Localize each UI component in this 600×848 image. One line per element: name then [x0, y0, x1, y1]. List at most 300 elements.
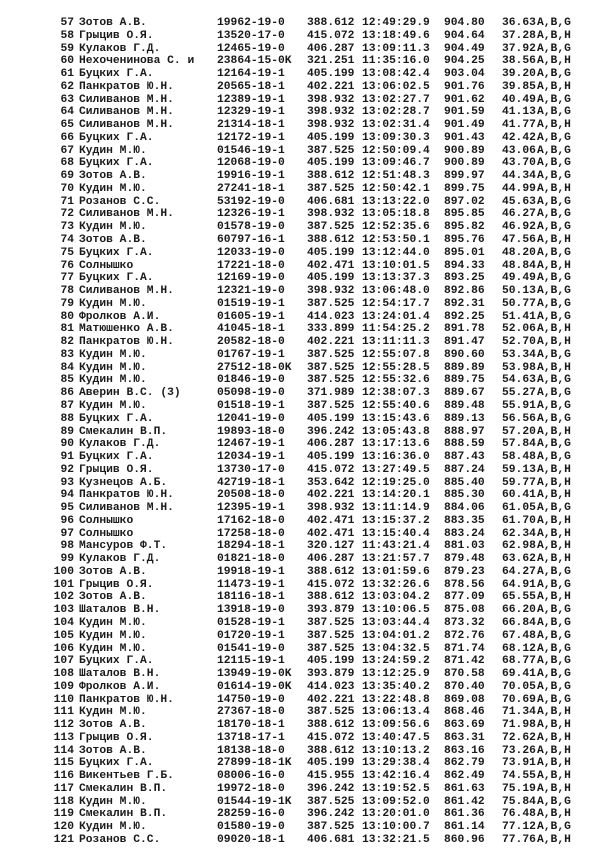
- place-cell: 118: [53, 795, 74, 808]
- table-row: [0, 757, 600, 770]
- arrival-time-cell: 12:55:28.5: [362, 361, 430, 374]
- percent-cell: 76.48: [502, 808, 536, 821]
- place-cell: 99: [60, 553, 74, 566]
- name-cell: Нехоченинова С. и: [79, 55, 195, 68]
- percent-cell: 59.77: [502, 476, 536, 489]
- arrival-time-cell: 12:51:48.3: [362, 170, 430, 183]
- speed-cell: 889.89: [444, 361, 485, 374]
- table-row: [0, 234, 600, 247]
- speed-cell: 893.25: [444, 272, 485, 285]
- percent-cell: 46.92: [502, 221, 536, 234]
- table-row: [0, 477, 600, 490]
- ring-id-cell: 19893-18-0: [217, 425, 285, 438]
- table-row: [0, 221, 600, 234]
- arrival-time-cell: 13:02:28.7: [362, 106, 430, 119]
- speed-cell: 890.60: [444, 348, 485, 361]
- table-row: [0, 681, 600, 694]
- arrival-time-cell: 13:13:22.0: [362, 195, 430, 208]
- speed-cell: 872.76: [444, 629, 485, 642]
- table-row: [0, 132, 600, 145]
- name-cell: Кудин М.Ю.: [79, 821, 147, 834]
- place-cell: 105: [53, 629, 74, 642]
- arrival-time-cell: 13:10:13.2: [362, 744, 430, 757]
- distance-cell: 387.525: [307, 629, 355, 642]
- ring-id-cell: 01544-19-1K: [217, 795, 292, 808]
- ring-id-cell: 20582-18-0: [217, 336, 285, 349]
- distance-cell: 388.612: [307, 719, 355, 732]
- ring-id-cell: 13918-19-0: [217, 604, 285, 617]
- arrival-time-cell: 13:13:37.3: [362, 272, 430, 285]
- percent-cell: 48.20: [502, 246, 536, 259]
- place-cell: 70: [60, 182, 74, 195]
- table-row: [0, 617, 600, 630]
- speed-cell: 861.14: [444, 821, 485, 834]
- distance-cell: 406.681: [307, 195, 355, 208]
- name-cell: Розанов С.С.: [79, 834, 161, 846]
- arrival-time-cell: 13:11:14.9: [362, 502, 430, 515]
- arrival-time-cell: 13:27:49.5: [362, 463, 430, 476]
- place-cell: 69: [60, 170, 74, 183]
- name-cell: Шаталов В.Н.: [79, 604, 161, 617]
- table-row: [0, 502, 600, 515]
- classes-cell: A,B,H: [537, 489, 571, 502]
- distance-cell: 393.879: [307, 604, 355, 617]
- table-row: [0, 694, 600, 707]
- classes-cell: A,B,G: [537, 451, 571, 464]
- classes-cell: A,B,H: [537, 323, 571, 336]
- percent-cell: 55.91: [502, 399, 536, 412]
- name-cell: Кудин М.Ю.: [79, 182, 147, 195]
- distance-cell: 405.199: [307, 68, 355, 81]
- classes-cell: A,B,G: [537, 795, 571, 808]
- classes-cell: A,B,G: [537, 157, 571, 170]
- distance-cell: 387.525: [307, 144, 355, 157]
- place-cell: 101: [53, 578, 74, 591]
- speed-cell: 883.24: [444, 527, 485, 540]
- distance-cell: 415.955: [307, 770, 355, 783]
- place-cell: 71: [60, 195, 74, 208]
- classes-cell: A,B,H: [537, 29, 571, 42]
- name-cell: Кудин М.Ю.: [79, 374, 147, 387]
- percent-cell: 66.84: [502, 616, 536, 629]
- arrival-time-cell: 13:06:48.0: [362, 285, 430, 298]
- percent-cell: 38.56: [502, 55, 536, 68]
- percent-cell: 48.84: [502, 259, 536, 272]
- speed-cell: 875.08: [444, 604, 485, 617]
- place-cell: 119: [53, 808, 74, 821]
- table-row: [0, 540, 600, 553]
- distance-cell: 387.525: [307, 795, 355, 808]
- table-row: [0, 591, 600, 604]
- arrival-time-cell: 13:01:59.6: [362, 565, 430, 578]
- percent-cell: 52.70: [502, 336, 536, 349]
- ring-id-cell: 42719-18-1: [217, 476, 285, 489]
- percent-cell: 54.63: [502, 374, 536, 387]
- table-row: [0, 208, 600, 221]
- arrival-time-cell: 13:21:57.7: [362, 553, 430, 566]
- ring-id-cell: 12115-19-1: [217, 655, 285, 668]
- table-row: [0, 272, 600, 285]
- name-cell: Силиванов М.Н.: [79, 285, 174, 298]
- ring-id-cell: 01528-19-1: [217, 616, 285, 629]
- place-cell: 111: [53, 706, 74, 719]
- classes-cell: A,B,H: [537, 744, 571, 757]
- ring-id-cell: 18294-18-1: [217, 540, 285, 553]
- classes-cell: A,B,H: [537, 361, 571, 374]
- classes-cell: A,B,H: [537, 834, 571, 846]
- classes-cell: A,B,H: [537, 527, 571, 540]
- distance-cell: 405.199: [307, 246, 355, 259]
- distance-cell: 405.199: [307, 131, 355, 144]
- table-row: [0, 643, 600, 656]
- table-row: [0, 668, 600, 681]
- percent-cell: 61.05: [502, 502, 536, 515]
- speed-cell: 903.04: [444, 68, 485, 81]
- place-cell: 78: [60, 285, 74, 298]
- classes-cell: A,B,H: [537, 719, 571, 732]
- arrival-time-cell: 13:05:43.8: [362, 425, 430, 438]
- distance-cell: 398.932: [307, 502, 355, 515]
- ring-id-cell: 17258-18-0: [217, 527, 285, 540]
- table-row: [0, 553, 600, 566]
- place-cell: 91: [60, 451, 74, 464]
- arrival-time-cell: 13:10:06.5: [362, 604, 430, 617]
- distance-cell: 402.471: [307, 259, 355, 272]
- speed-cell: 861.63: [444, 782, 485, 795]
- arrival-time-cell: 13:15:43.6: [362, 412, 430, 425]
- speed-cell: 901.76: [444, 80, 485, 93]
- speed-cell: 901.43: [444, 131, 485, 144]
- table-row: [0, 489, 600, 502]
- place-cell: 66: [60, 131, 74, 144]
- distance-cell: 387.525: [307, 399, 355, 412]
- classes-cell: A,B,G: [537, 374, 571, 387]
- arrival-time-cell: 12:53:50.1: [362, 234, 430, 247]
- percent-cell: 41.13: [502, 106, 536, 119]
- table-row: [0, 119, 600, 132]
- ring-id-cell: 01614-19-0K: [217, 680, 292, 693]
- table-row: [0, 451, 600, 464]
- place-cell: 87: [60, 399, 74, 412]
- ring-id-cell: 20508-18-0: [217, 489, 285, 502]
- place-cell: 100: [53, 565, 74, 578]
- speed-cell: 888.97: [444, 425, 485, 438]
- ring-id-cell: 18170-18-1: [217, 719, 285, 732]
- table-row: [0, 311, 600, 324]
- arrival-time-cell: 12:50:42.1: [362, 182, 430, 195]
- ring-id-cell: 01821-18-0: [217, 553, 285, 566]
- ring-id-cell: 01546-19-1: [217, 144, 285, 157]
- classes-cell: A,B,H: [537, 80, 571, 93]
- distance-cell: 396.242: [307, 425, 355, 438]
- arrival-time-cell: 13:32:26.6: [362, 578, 430, 591]
- classes-cell: A,B,G: [537, 221, 571, 234]
- classes-cell: A,B,H: [537, 553, 571, 566]
- arrival-time-cell: 12:55:07.8: [362, 348, 430, 361]
- place-cell: 62: [60, 80, 74, 93]
- table-row: [0, 374, 600, 387]
- arrival-time-cell: 13:06:02.5: [362, 80, 430, 93]
- name-cell: Панкратов Ю.Н.: [79, 693, 174, 706]
- percent-cell: 37.28: [502, 29, 536, 42]
- name-cell: Смекалин В.П.: [79, 782, 168, 795]
- table-row: [0, 834, 600, 847]
- percent-cell: 45.63: [502, 195, 536, 208]
- table-row: [0, 426, 600, 439]
- speed-cell: 870.58: [444, 668, 485, 681]
- arrival-time-cell: 13:03:04.2: [362, 591, 430, 604]
- name-cell: Силиванов М.Н.: [79, 106, 174, 119]
- place-cell: 121: [53, 834, 74, 846]
- arrival-time-cell: 13:24:59.2: [362, 655, 430, 668]
- classes-cell: A,B,G: [537, 195, 571, 208]
- percent-cell: 44.34: [502, 170, 536, 183]
- classes-cell: A,B,G: [537, 616, 571, 629]
- place-cell: 85: [60, 374, 74, 387]
- ring-id-cell: 21314-18-1: [217, 119, 285, 132]
- speed-cell: 888.59: [444, 438, 485, 451]
- arrival-time-cell: 13:15:37.2: [362, 514, 430, 527]
- percent-cell: 50.13: [502, 285, 536, 298]
- ring-id-cell: 23864-15-0K: [217, 55, 292, 68]
- place-cell: 76: [60, 259, 74, 272]
- arrival-time-cell: 13:12:25.9: [362, 668, 430, 681]
- percent-cell: 71.98: [502, 719, 536, 732]
- results-table: [0, 17, 600, 847]
- distance-cell: 320.127: [307, 540, 355, 553]
- ring-id-cell: 12389-19-1: [217, 93, 285, 106]
- speed-cell: 861.42: [444, 795, 485, 808]
- name-cell: Смекалин В.П.: [79, 808, 168, 821]
- name-cell: Кудин М.Ю.: [79, 795, 147, 808]
- speed-cell: 901.49: [444, 119, 485, 132]
- name-cell: Буцких Г.А.: [79, 272, 154, 285]
- speed-cell: 862.79: [444, 757, 485, 770]
- place-cell: 104: [53, 616, 74, 629]
- distance-cell: 387.525: [307, 348, 355, 361]
- ring-id-cell: 14750-19-0: [217, 693, 285, 706]
- classes-cell: A,B,G: [537, 629, 571, 642]
- name-cell: Силиванов М.Н.: [79, 502, 174, 515]
- speed-cell: 901.62: [444, 93, 485, 106]
- ring-id-cell: 27241-18-1: [217, 182, 285, 195]
- table-row: [0, 196, 600, 209]
- name-cell: Кудин М.Ю.: [79, 221, 147, 234]
- table-row: [0, 719, 600, 732]
- place-cell: 92: [60, 463, 74, 476]
- arrival-time-cell: 12:50:09.4: [362, 144, 430, 157]
- percent-cell: 73.91: [502, 757, 536, 770]
- ring-id-cell: 12465-19-0: [217, 42, 285, 55]
- percent-cell: 71.34: [502, 706, 536, 719]
- name-cell: Кудин М.Ю.: [79, 616, 147, 629]
- percent-cell: 56.56: [502, 412, 536, 425]
- place-cell: 72: [60, 208, 74, 221]
- table-row: [0, 783, 600, 796]
- distance-cell: 406.287: [307, 438, 355, 451]
- classes-cell: A,B,G: [537, 106, 571, 119]
- classes-cell: A,B,H: [537, 55, 571, 68]
- distance-cell: 388.612: [307, 744, 355, 757]
- name-cell: Зотов А.В.: [79, 17, 147, 29]
- table-row: [0, 400, 600, 413]
- distance-cell: 402.221: [307, 693, 355, 706]
- classes-cell: A,B,G: [537, 170, 571, 183]
- classes-cell: A,B,G: [537, 131, 571, 144]
- place-cell: 115: [53, 757, 74, 770]
- name-cell: Силиванов М.Н.: [79, 119, 174, 132]
- place-cell: 83: [60, 348, 74, 361]
- distance-cell: 398.932: [307, 208, 355, 221]
- classes-cell: A,B,G: [537, 348, 571, 361]
- ring-id-cell: 13949-19-0K: [217, 668, 292, 681]
- speed-cell: 900.89: [444, 157, 485, 170]
- ring-id-cell: 13520-17-0: [217, 29, 285, 42]
- ring-id-cell: 01578-19-0: [217, 221, 285, 234]
- ring-id-cell: 28259-16-0: [217, 808, 285, 821]
- name-cell: Зотов А.В.: [79, 591, 147, 604]
- place-cell: 116: [53, 770, 74, 783]
- percent-cell: 43.70: [502, 157, 536, 170]
- distance-cell: 415.072: [307, 731, 355, 744]
- distance-cell: 396.242: [307, 782, 355, 795]
- speed-cell: 861.36: [444, 808, 485, 821]
- name-cell: Солнышко: [79, 259, 134, 272]
- arrival-time-cell: 13:03:44.4: [362, 616, 430, 629]
- distance-cell: 388.612: [307, 565, 355, 578]
- name-cell: Кудин М.Ю.: [79, 629, 147, 642]
- distance-cell: 405.199: [307, 412, 355, 425]
- place-cell: 60: [60, 55, 74, 68]
- classes-cell: A,B,G: [537, 680, 571, 693]
- percent-cell: 39.85: [502, 80, 536, 93]
- place-cell: 88: [60, 412, 74, 425]
- classes-cell: A,B,G: [537, 655, 571, 668]
- ring-id-cell: 01720-19-1: [217, 629, 285, 642]
- name-cell: Кудин М.Ю.: [79, 642, 147, 655]
- distance-cell: 387.525: [307, 706, 355, 719]
- place-cell: 59: [60, 42, 74, 55]
- name-cell: Буцких Г.А.: [79, 68, 154, 81]
- name-cell: Кудин М.Ю.: [79, 348, 147, 361]
- classes-cell: A,B,G: [537, 208, 571, 221]
- place-cell: 97: [60, 527, 74, 540]
- arrival-time-cell: 13:11:11.3: [362, 336, 430, 349]
- speed-cell: 895.01: [444, 246, 485, 259]
- classes-cell: A,B,H: [537, 770, 571, 783]
- percent-cell: 61.70: [502, 514, 536, 527]
- classes-cell: A,B,G: [537, 821, 571, 834]
- distance-cell: 387.525: [307, 616, 355, 629]
- place-cell: 110: [53, 693, 74, 706]
- speed-cell: 889.13: [444, 412, 485, 425]
- distance-cell: 405.199: [307, 655, 355, 668]
- ring-id-cell: 12326-19-1: [217, 208, 285, 221]
- percent-cell: 36.63: [502, 17, 536, 29]
- percent-cell: 66.20: [502, 604, 536, 617]
- classes-cell: A,B,H: [537, 336, 571, 349]
- distance-cell: 388.612: [307, 234, 355, 247]
- arrival-time-cell: 13:09:52.0: [362, 795, 430, 808]
- speed-cell: 892.31: [444, 297, 485, 310]
- ring-id-cell: 17162-18-0: [217, 514, 285, 527]
- name-cell: Розанов С.С.: [79, 195, 161, 208]
- speed-cell: 892.25: [444, 310, 485, 323]
- percent-cell: 51.41: [502, 310, 536, 323]
- distance-cell: 387.525: [307, 642, 355, 655]
- place-cell: 96: [60, 514, 74, 527]
- percent-cell: 58.48: [502, 451, 536, 464]
- distance-cell: 406.287: [307, 553, 355, 566]
- speed-cell: 884.06: [444, 502, 485, 515]
- arrival-time-cell: 13:20:01.0: [362, 808, 430, 821]
- arrival-time-cell: 13:10:01.5: [362, 259, 430, 272]
- ring-id-cell: 09020-18-1: [217, 834, 285, 846]
- speed-cell: 892.86: [444, 285, 485, 298]
- speed-cell: 901.59: [444, 106, 485, 119]
- table-row: [0, 515, 600, 528]
- table-row: [0, 336, 600, 349]
- distance-cell: 387.525: [307, 221, 355, 234]
- classes-cell: A,B,H: [537, 757, 571, 770]
- name-cell: Панкратов Ю.Н.: [79, 336, 174, 349]
- speed-cell: 885.30: [444, 489, 485, 502]
- place-cell: 95: [60, 502, 74, 515]
- ring-id-cell: 12172-19-1: [217, 131, 285, 144]
- percent-cell: 70.05: [502, 680, 536, 693]
- percent-cell: 72.62: [502, 731, 536, 744]
- table-row: [0, 732, 600, 745]
- speed-cell: 869.08: [444, 693, 485, 706]
- percent-cell: 69.41: [502, 668, 536, 681]
- classes-cell: A,B,G: [537, 272, 571, 285]
- name-cell: Силиванов М.Н.: [79, 208, 174, 221]
- speed-cell: 904.25: [444, 55, 485, 68]
- table-row: [0, 17, 600, 30]
- classes-cell: A,B,G: [537, 42, 571, 55]
- place-cell: 120: [53, 821, 74, 834]
- percent-cell: 73.26: [502, 744, 536, 757]
- name-cell: Кудин М.Ю.: [79, 399, 147, 412]
- name-cell: Силиванов М.Н.: [79, 93, 174, 106]
- arrival-time-cell: 13:09:11.3: [362, 42, 430, 55]
- percent-cell: 43.06: [502, 144, 536, 157]
- arrival-time-cell: 13:09:46.7: [362, 157, 430, 170]
- name-cell: Буцких Г.А.: [79, 757, 154, 770]
- arrival-time-cell: 13:02:31.4: [362, 119, 430, 132]
- arrival-time-cell: 13:18:49.6: [362, 29, 430, 42]
- name-cell: Фролков А.И.: [79, 310, 161, 323]
- ring-id-cell: 12321-19-0: [217, 285, 285, 298]
- speed-cell: 877.09: [444, 591, 485, 604]
- distance-cell: 387.525: [307, 361, 355, 374]
- place-cell: 77: [60, 272, 74, 285]
- place-cell: 114: [53, 744, 74, 757]
- arrival-time-cell: 13:10:00.7: [362, 821, 430, 834]
- place-cell: 65: [60, 119, 74, 132]
- ring-id-cell: 01518-19-1: [217, 399, 285, 412]
- ring-id-cell: 05098-19-0: [217, 387, 285, 400]
- ring-id-cell: 27367-18-0: [217, 706, 285, 719]
- distance-cell: 406.287: [307, 42, 355, 55]
- arrival-time-cell: 13:12:44.0: [362, 246, 430, 259]
- table-row: [0, 745, 600, 758]
- classes-cell: A,B,G: [537, 438, 571, 451]
- classes-cell: A,B,G: [537, 565, 571, 578]
- speed-cell: 904.80: [444, 17, 485, 29]
- percent-cell: 44.99: [502, 182, 536, 195]
- table-row: [0, 604, 600, 617]
